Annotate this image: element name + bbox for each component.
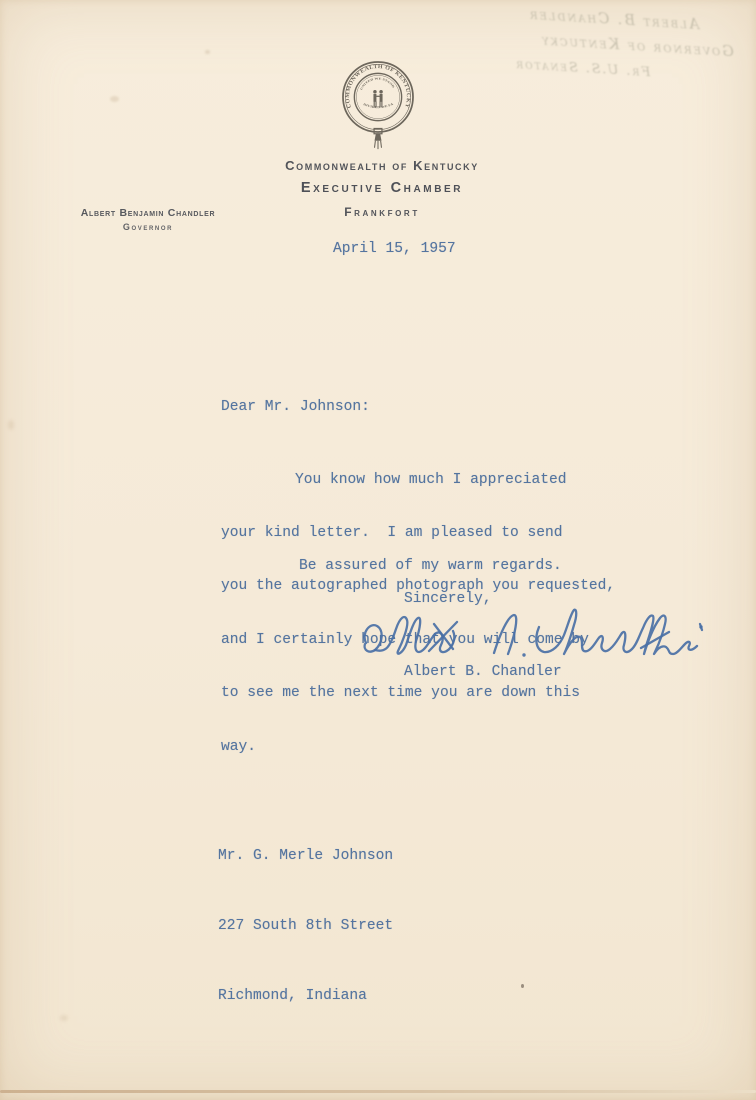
letterhead-organization: Commonwealth of Kentucky — [285, 158, 479, 173]
letter-date: April 15, 1957 — [333, 241, 456, 257]
show-through-line: Governor of Kentucky — [539, 32, 735, 61]
body-line: your kind letter. I am pleased to send — [221, 524, 563, 541]
paper-stain — [110, 96, 119, 102]
body-line: and I certainly hope that you will come by — [221, 631, 589, 648]
letterhead-office: Executive Chamber — [300, 180, 464, 196]
body-line: you the autographed photograph you requested, — [221, 578, 616, 595]
seal-motto-top: UNITED WE STAND — [359, 76, 396, 91]
signature-image — [356, 607, 708, 671]
show-through-line: Fr. U.S. Senator — [513, 56, 651, 81]
letterhead-city: Frankfort — [344, 205, 420, 219]
signoff: Sincerely, — [404, 591, 492, 607]
paper-stain — [205, 50, 210, 54]
regards-line: Be assured of my warm regards. — [299, 558, 562, 574]
official-title: Governor — [122, 222, 174, 232]
body-line: to see me the next time you are down this — [221, 685, 581, 702]
recipient-line: 227 South 8th Street — [218, 918, 394, 935]
show-through-annotation — [422, 0, 742, 91]
paper-edge-shadow — [0, 1090, 756, 1093]
svg-text:UNITED WE STAND — [359, 76, 395, 90]
official-name: Albert Benjamin Chandler — [80, 207, 216, 219]
paper-stain — [521, 984, 524, 988]
recipient-line: Mr. G. Merle Johnson — [218, 847, 394, 864]
seal-motto-bottom: DIVID D E FA — [362, 102, 394, 110]
recipient-line: Richmond, Indiana — [218, 988, 367, 1005]
typed-signature-name: Albert B. Chandler — [404, 664, 562, 680]
show-through-line: Albert B. Chandler — [527, 6, 700, 34]
kentucky-state-seal-icon — [336, 55, 420, 153]
body-line: You know how much I appreciated — [295, 471, 567, 488]
seal-figures — [373, 90, 383, 108]
seal-ring-text: COMMONWEALTH OF KENTUCKY — [344, 63, 411, 109]
paper-stain — [8, 420, 14, 430]
body-line: way. — [221, 738, 257, 755]
letterhead-official-block — [70, 207, 226, 232]
salutation: Dear Mr. Johnson: — [221, 399, 370, 415]
paper-stain — [60, 1015, 68, 1021]
recipient-address-block — [218, 798, 393, 1055]
